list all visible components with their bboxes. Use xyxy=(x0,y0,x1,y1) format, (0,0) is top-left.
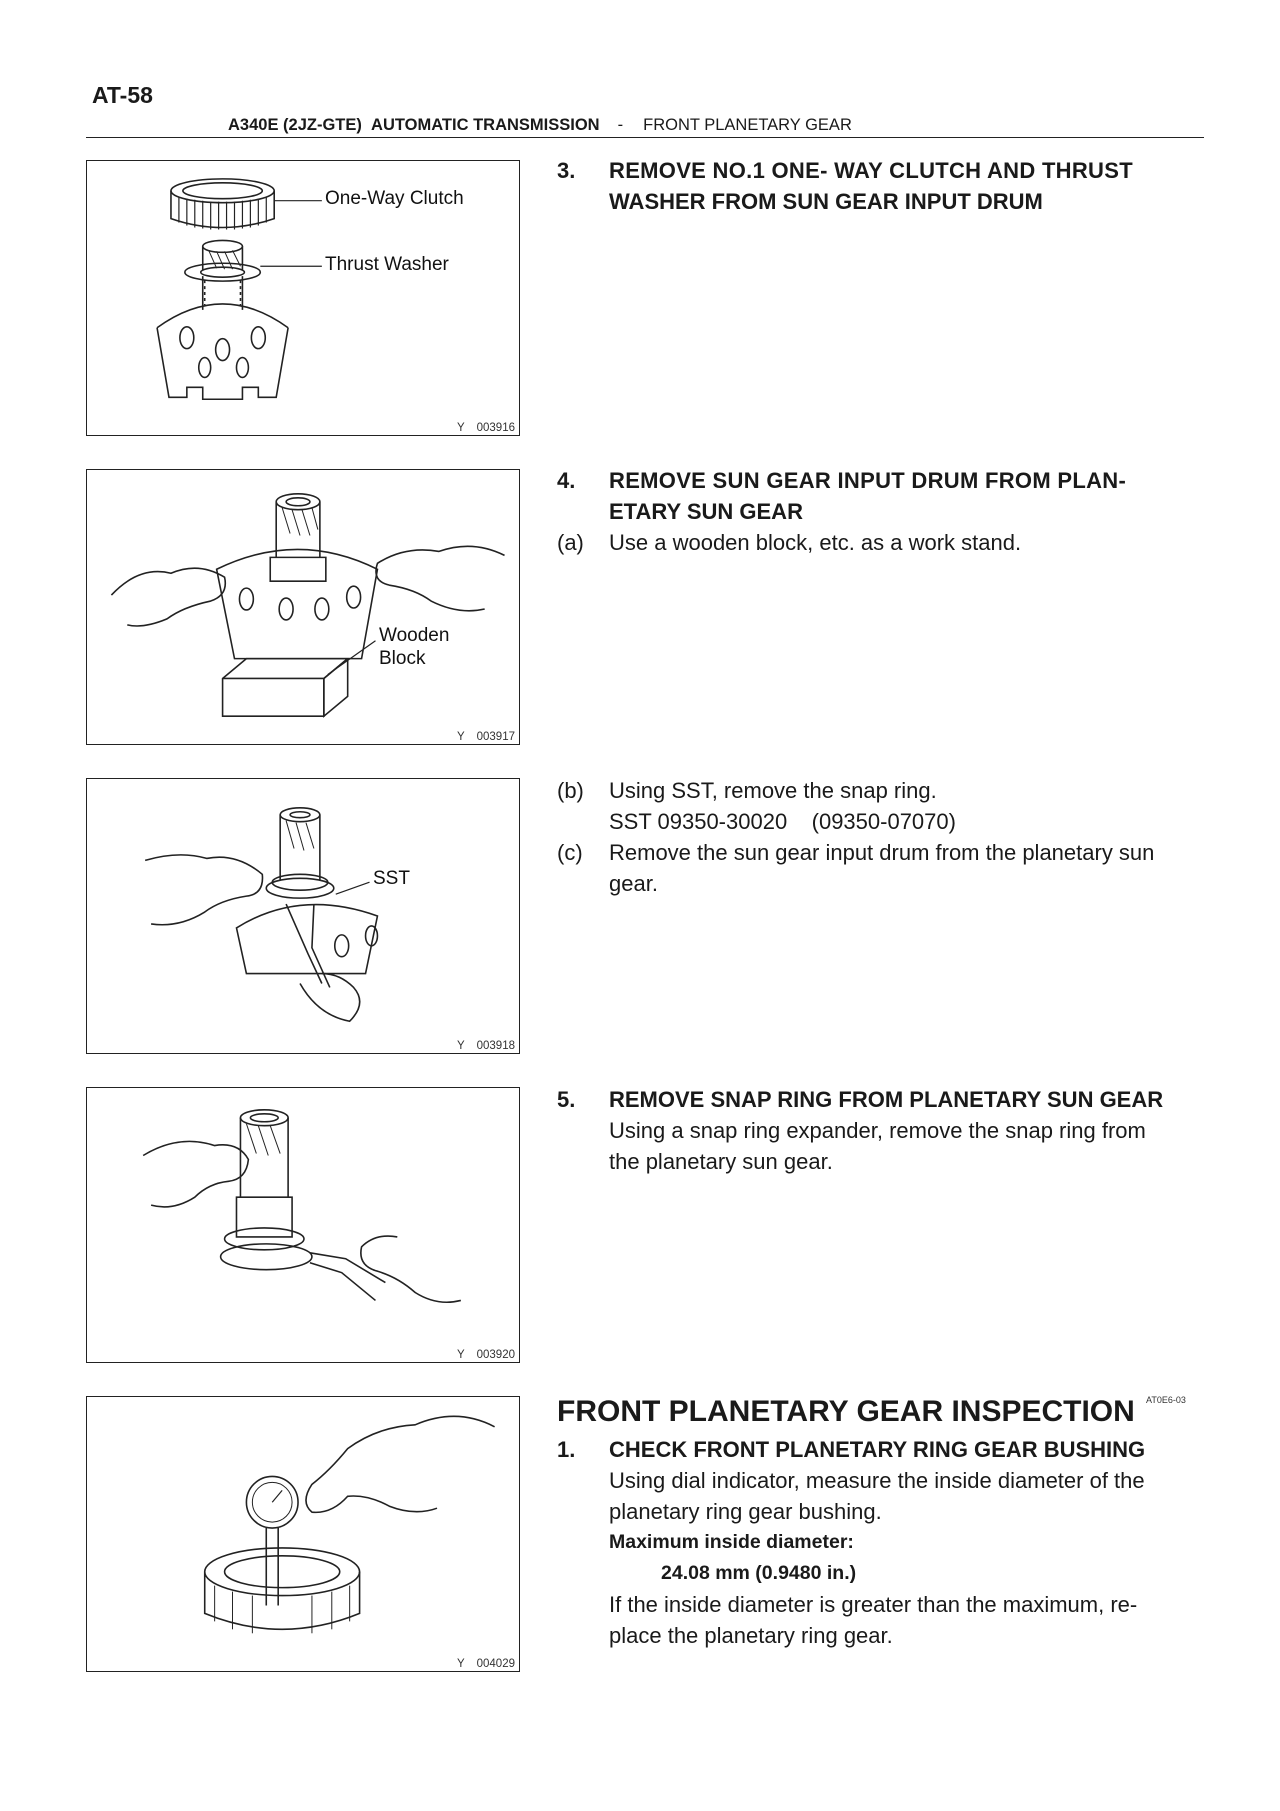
step-title-line: REMOVE NO.1 ONE- WAY CLUTCH AND THRUST xyxy=(609,158,1133,183)
step-number: 1. xyxy=(557,1437,576,1462)
step-body-line: the planetary sun gear. xyxy=(609,1149,833,1174)
running-header xyxy=(228,116,852,135)
illustration-sst-snap-ring xyxy=(87,779,519,1053)
illustration-snap-ring-expander xyxy=(87,1088,519,1362)
step-body-line: planetary ring gear bushing. xyxy=(609,1499,882,1524)
step-3 xyxy=(557,155,1202,217)
figure-code xyxy=(457,1658,515,1670)
figure-dial-indicator xyxy=(86,1396,520,1672)
header-chapter: AUTOMATIC TRANSMISSION xyxy=(371,116,600,134)
note-line: If the inside diameter is greater than the maximum, re- xyxy=(609,1592,1138,1617)
step-title: REMOVE SNAP RING FROM PLANETARY SUN GEAR xyxy=(609,1087,1164,1112)
figure-code-prefix: Y xyxy=(456,1349,465,1361)
figure-code-prefix: Y xyxy=(456,1040,465,1052)
note-line: place the planetary ring gear. xyxy=(609,1623,893,1648)
step-title: CHECK FRONT PLANETARY RING GEAR BUSHING xyxy=(609,1437,1146,1462)
figure-one-way-clutch xyxy=(86,160,520,436)
step-body-line: Using a snap ring expander, remove the snap ring from xyxy=(609,1118,1146,1143)
sst-number: SST 09350-30020 (09350-07070) xyxy=(609,809,956,834)
step-4 xyxy=(557,465,1202,558)
step-title-line: ETARY SUN GEAR xyxy=(609,499,803,524)
section-code: AT0E6-03 xyxy=(1146,1395,1186,1405)
header-separator: - xyxy=(617,116,624,134)
header-model: A340E (2JZ-GTE) xyxy=(228,116,362,134)
figure-code-number: 004029 xyxy=(476,1658,515,1670)
figure-code-prefix: Y xyxy=(456,422,465,434)
step-5 xyxy=(557,1084,1202,1177)
step-number: 4. xyxy=(557,468,576,493)
substep-label: (a) xyxy=(557,530,584,555)
substep-text: Use a wooden block, etc. as a work stand. xyxy=(609,530,1022,555)
figure-sst-snap-ring xyxy=(86,778,520,1054)
callout-one-way-clutch: One-Way Clutch xyxy=(325,188,464,209)
step-number: 5. xyxy=(557,1087,576,1112)
spec-label: Maximum inside diameter: xyxy=(609,1531,854,1553)
substep-text: Using SST, remove the snap ring. xyxy=(609,778,937,803)
inspection-section xyxy=(557,1393,1202,1651)
header-rule xyxy=(86,137,1204,138)
figure-code-number: 003918 xyxy=(476,1040,515,1052)
callout-block: Block xyxy=(379,648,426,669)
figure-code-prefix: Y xyxy=(456,731,465,743)
header-section: FRONT PLANETARY GEAR xyxy=(643,116,852,134)
figure-code-number: 003917 xyxy=(476,731,515,743)
figure-snap-ring-expander xyxy=(86,1087,520,1363)
spec-value: 24.08 mm (0.9480 in.) xyxy=(661,1562,857,1584)
substep-label: (b) xyxy=(557,778,584,803)
illustration-dial-indicator xyxy=(87,1397,519,1671)
figure-code xyxy=(457,1349,515,1361)
figure-code-number: 003916 xyxy=(476,422,515,434)
callout-sst: SST xyxy=(373,868,410,889)
figure-code xyxy=(457,1040,515,1052)
substep-text: Remove the sun gear input drum from the planetary sun xyxy=(609,840,1155,865)
illustration-wooden-block xyxy=(87,470,519,744)
step-title-line: REMOVE SUN GEAR INPUT DRUM FROM PLAN- xyxy=(609,468,1127,493)
callout-wooden: Wooden xyxy=(379,625,450,646)
step-title-line: WASHER FROM SUN GEAR INPUT DRUM xyxy=(609,189,1043,214)
figure-wooden-block xyxy=(86,469,520,745)
figure-code-number: 003920 xyxy=(476,1349,515,1361)
callout-thrust-washer: Thrust Washer xyxy=(325,254,449,275)
substep-label: (c) xyxy=(557,840,583,865)
section-title: FRONT PLANETARY GEAR INSPECTION xyxy=(557,1395,1135,1428)
step-4-continued xyxy=(557,775,1202,899)
step-number: 3. xyxy=(557,158,576,183)
figure-code xyxy=(457,731,515,743)
figure-code-prefix: Y xyxy=(456,1658,465,1670)
page-number: AT-58 xyxy=(92,82,153,108)
figure-code xyxy=(457,422,515,434)
substep-text: gear. xyxy=(609,871,658,896)
step-body-line: Using dial indicator, measure the inside diameter of the xyxy=(609,1468,1145,1493)
